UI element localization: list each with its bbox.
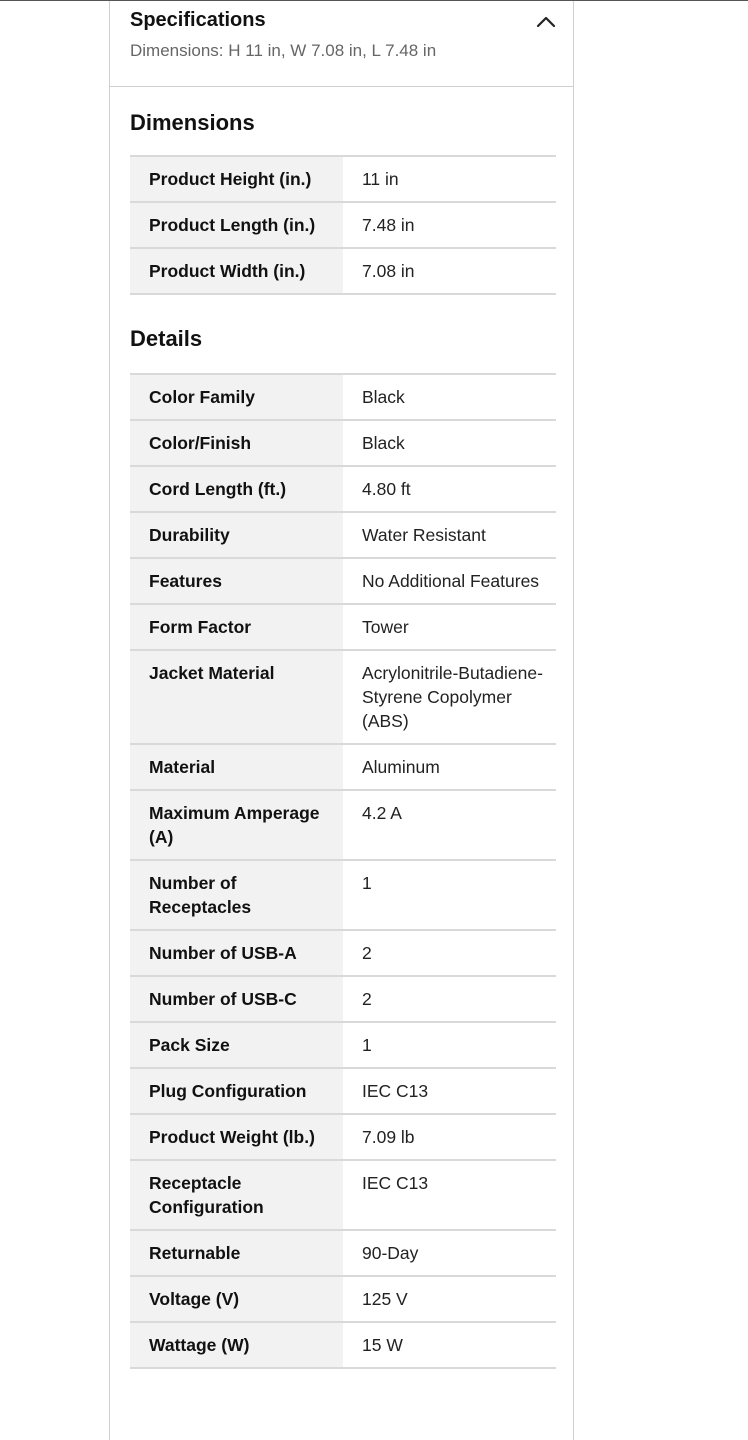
spec-row: [130, 860, 556, 930]
specifications-title: Specifications: [130, 9, 266, 31]
spec-value: 7.08 in: [343, 248, 556, 294]
spec-label: Cord Length (ft.): [130, 466, 343, 512]
spec-row: [130, 650, 556, 744]
spec-value: 1: [343, 860, 556, 930]
spec-value: 4.80 ft: [343, 466, 556, 512]
spec-row: [130, 558, 556, 604]
spec-value: 11 in: [343, 156, 556, 202]
spec-value: Black: [343, 420, 556, 466]
dimensions-table: [130, 155, 556, 295]
spec-row: [130, 1022, 556, 1068]
spec-value: IEC C13: [343, 1160, 556, 1230]
specifications-summary: Dimensions: H 11 in, W 7.08 in, L 7.48 in: [130, 41, 437, 60]
spec-label: Color Family: [130, 374, 343, 420]
spec-value: 90-Day: [343, 1230, 556, 1276]
spec-row: [130, 248, 556, 294]
details-table: [130, 373, 556, 1369]
spec-row: [130, 374, 556, 420]
spec-value: Aluminum: [343, 744, 556, 790]
spec-label: Durability: [130, 512, 343, 558]
spec-value: 15 W: [343, 1322, 556, 1368]
spec-row: [130, 1160, 556, 1230]
spec-value: 2: [343, 930, 556, 976]
spec-value: No Additional Features: [343, 558, 556, 604]
spec-row: [130, 1114, 556, 1160]
spec-value: 4.2 A: [343, 790, 556, 860]
spec-label: Wattage (W): [130, 1322, 343, 1368]
spec-value: 2: [343, 976, 556, 1022]
specifications-accordion-header[interactable]: [110, 1, 573, 87]
spec-label: Product Weight (lb.): [130, 1114, 343, 1160]
spec-row: [130, 1276, 556, 1322]
spec-value: IEC C13: [343, 1068, 556, 1114]
spec-label: Product Width (in.): [130, 248, 343, 294]
spec-row: [130, 512, 556, 558]
spec-value: Water Resistant: [343, 512, 556, 558]
spec-label: Maximum Amperage (A): [130, 790, 343, 860]
spec-value: 1: [343, 1022, 556, 1068]
spec-label: Form Factor: [130, 604, 343, 650]
spec-label: Material: [130, 744, 343, 790]
specifications-panel: [109, 1, 574, 1440]
spec-row: [130, 976, 556, 1022]
spec-value: 7.09 lb: [343, 1114, 556, 1160]
spec-label: Number of Receptacles: [130, 860, 343, 930]
spec-row: [130, 202, 556, 248]
spec-label: Product Length (in.): [130, 202, 343, 248]
spec-row: [130, 1068, 556, 1114]
spec-label: Receptacle Configuration: [130, 1160, 343, 1230]
spec-row: [130, 604, 556, 650]
spec-value: Acrylonitrile-Butadiene-Styrene Copolymer (ABS): [343, 650, 556, 744]
spec-row: [130, 1230, 556, 1276]
details-heading: Details: [130, 326, 203, 351]
spec-value: Tower: [343, 604, 556, 650]
spec-label: Jacket Material: [130, 650, 343, 744]
spec-label: Returnable: [130, 1230, 343, 1276]
spec-label: Number of USB-C: [130, 976, 343, 1022]
spec-row: [130, 466, 556, 512]
dimensions-heading: Dimensions: [130, 110, 255, 135]
spec-row: [130, 790, 556, 860]
spec-label: Plug Configuration: [130, 1068, 343, 1114]
spec-row: [130, 1322, 556, 1368]
spec-label: Color/Finish: [130, 420, 343, 466]
spec-row: [130, 744, 556, 790]
chevron-up-icon[interactable]: [535, 13, 557, 29]
spec-label: Product Height (in.): [130, 156, 343, 202]
spec-value: 7.48 in: [343, 202, 556, 248]
spec-label: Number of USB-A: [130, 930, 343, 976]
spec-label: Voltage (V): [130, 1276, 343, 1322]
spec-row: [130, 420, 556, 466]
spec-row: [130, 156, 556, 202]
spec-label: Features: [130, 558, 343, 604]
spec-row: [130, 930, 556, 976]
spec-label: Pack Size: [130, 1022, 343, 1068]
spec-value: 125 V: [343, 1276, 556, 1322]
spec-value: Black: [343, 374, 556, 420]
